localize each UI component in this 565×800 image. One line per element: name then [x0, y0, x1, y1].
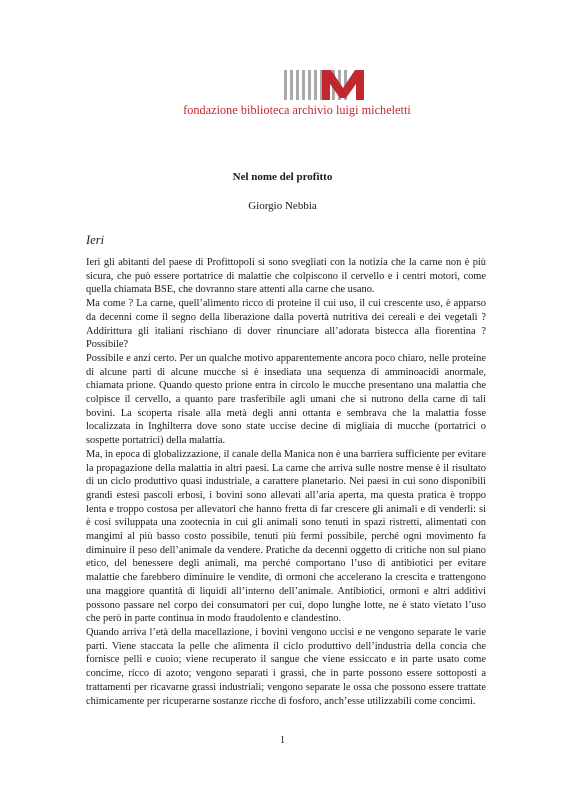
logo-text: fondazione biblioteca archivio luigi micheletti	[183, 103, 411, 117]
paragraph: Ieri gli abitanti del paese di Profittopoli si sono svegliati con la notizia che la carne non è più sicura, che può essere portatrice di malattie che colpiscono il cervello e i centri motori, come quella chiamata BSE, che dovranno stare attenti alla carne che usano.	[86, 257, 486, 296]
document-author: Giorgio Nebbia	[248, 200, 317, 212]
document-body	[86, 256, 486, 708]
document-title: Nel nome del profitto	[232, 171, 333, 183]
page-number: 1	[280, 735, 285, 746]
paragraph: Possibile e anzi certo. Per un qualche motivo apparentemente ancora poco chiaro, nelle proteine di alcune parti di alcune mucche si è insediata una sequenza di amminoacidi anormale, chiamata prione. Quando questo prione entra in circolo le mucche presentano una malattia che colpisce il cervello, a quanto pare trasferibile agli umani che si nutrono della carne di tali bovini. La scoperta risale alla metà degli anni ottanta e sembrava che la malattia fosse localizzata in Inghilterra dove sono state uccise decine di migliaia di mucche (portatrici o sospette portatrici) della malattia.	[86, 352, 486, 447]
foundation-logo	[172, 70, 422, 120]
paragraph: Ma, in epoca di globalizzazione, il canale della Manica non è una barriera sufficiente per evitare la propagazione della malattia in altri paesi. La carne che arriva sulle nostre mense è il risultato di un ciclo produttivo quasi industriale, a carattere planetario. Nei paesi in cui sono disponibili grandi estesi pascoli erbosi, i bovini sono allevati all’aria aperta, ma questa pratica è troppo lenta e troppo costosa per allevatori che hanno fretta di far crescere gli animali e di venderli: si è così sviluppata una zootecnia in cui gli animali sono tenuti in spazi ristretti, alimentati con mangimi al più basso costo possibile, tenuti più fermi possibile, perché ogni movimento fa diminuire il peso dell’animale da vendere. Pratiche da decenni oggetto di critiche non sul piano etico, del benessere degli animali, ma perché comportano l’uso di antibiotici per evitare malattie che farebbero diminuire le vendite, di ormoni che accelerano la crescita e trattengono una maggiore quantità di liquidi all’interno dell’animale. Antibiotici, ormoni e altri additivi possono passare nel corpo dei consumatori per cui, dopo lunghe lotte, ne è stato vietato l’uso che però in parte continua in modo fraudolento e clandestino.	[86, 448, 486, 625]
paragraph: Ma come ? La carne, quell’alimento ricco di proteine il cui uso, il cui crescente uso, è apparso da decenni come il segno della liberazione dalla povertà nutritiva dei cereali e dei vegetali ? Addirittura gli italiani rischiano di dover rinunciare all’adorata bistecca alla fiorentina ? Possibile?	[86, 298, 486, 351]
logo-m-mark	[320, 68, 366, 100]
section-heading: Ieri	[86, 233, 105, 247]
paragraph: Quando arriva l’età della macellazione, i bovini vengono uccisi e ne vengono separate le varie parti. Viene staccata la pelle che alimenta il ciclo produttivo dell’industria della concia che fornisce pelli e cuoio; viene recuperato il sangue che viene essiccato e in parte usato come concime, ricco di azoto; vengono separati i grassi, che in parte possono essere sottoposti a trattamenti per ricavarne grassi industriali; vengono separate le ossa che possono essere trattate chimicamente per ricuperarne sostanze ricche di fosforo, anch’esse utilizzabili come concimi.	[86, 626, 486, 707]
